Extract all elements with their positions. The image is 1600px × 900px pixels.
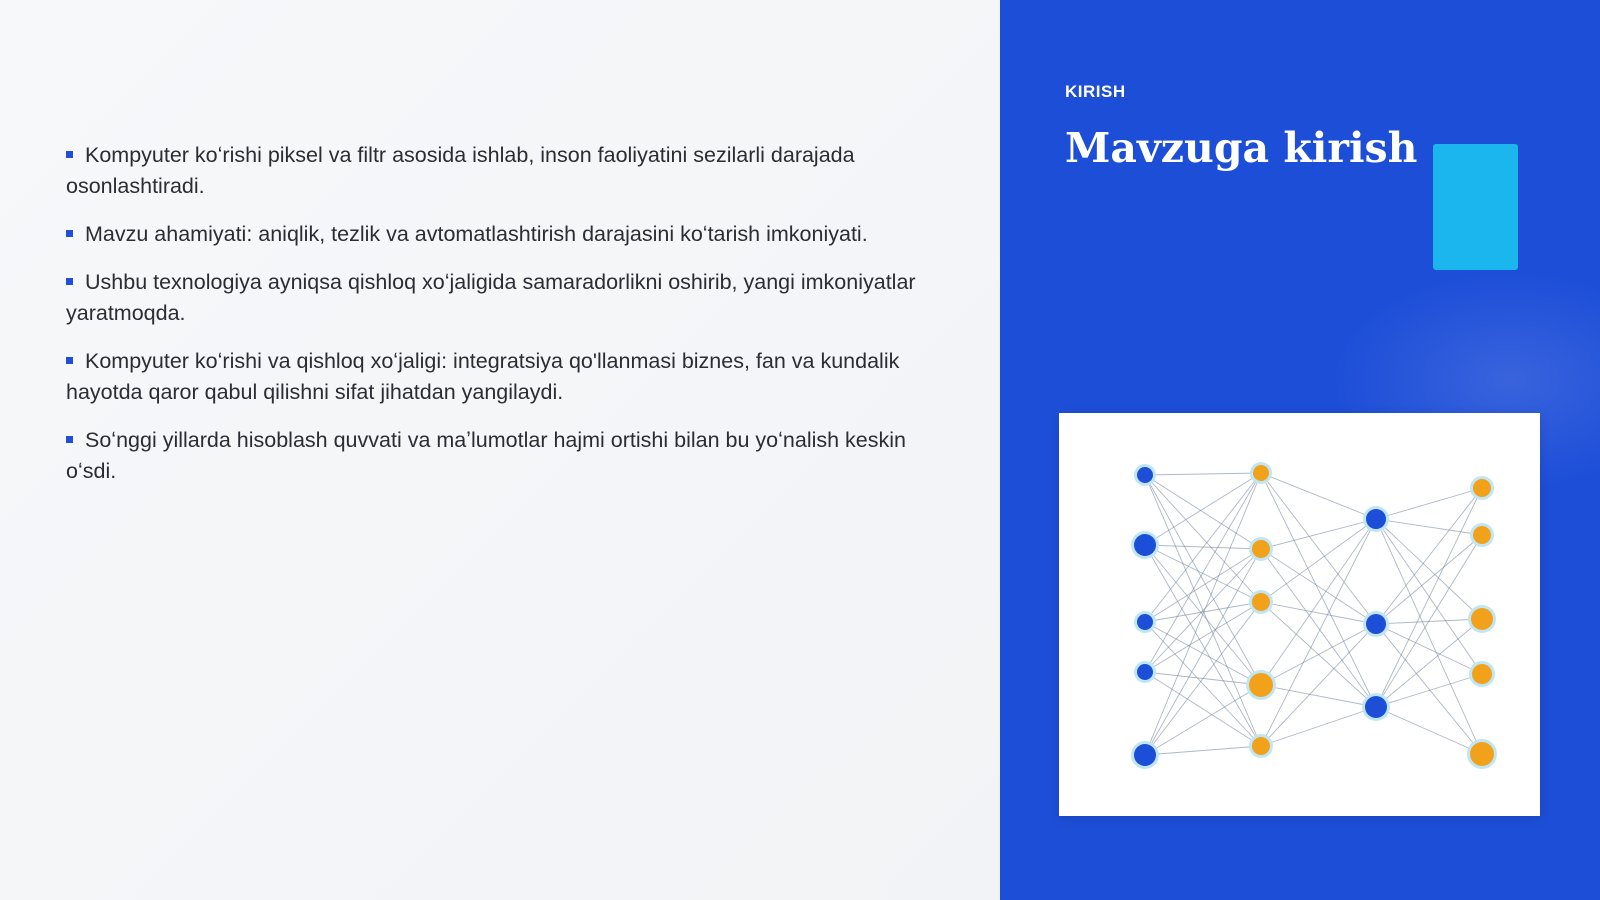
bullet-marker-icon [66, 357, 73, 364]
network-edge [1376, 619, 1482, 707]
network-edge [1145, 475, 1261, 602]
network-node [1472, 664, 1492, 684]
network-edge [1376, 624, 1482, 674]
network-edge [1145, 545, 1261, 746]
network-edge [1376, 624, 1482, 754]
network-node [1137, 614, 1153, 630]
slide-title: Mavzuga kirish [1065, 124, 1418, 172]
bullet-text: Kompyuter koʻrishi piksel va filtr asosida ishlab, inson faoliyatini sezilarli darajada osonlashtiradi. [66, 143, 855, 198]
network-edge [1376, 535, 1482, 707]
bullet-item [66, 140, 946, 202]
bullet-marker-icon [66, 151, 73, 158]
neural-network-diagram-icon [1059, 413, 1540, 816]
network-edge [1376, 488, 1482, 519]
network-edge [1145, 473, 1261, 545]
network-edge [1376, 519, 1482, 754]
network-edge [1145, 473, 1261, 672]
bullet-text: Soʻnggi yillarda hisoblash quvvati va maʼlumotlar hajmi ortishi bilan bu yoʻnalish keskin oʻsdi. [66, 428, 906, 483]
network-node [1137, 664, 1153, 680]
network-node [1134, 744, 1156, 766]
network-node [1365, 696, 1387, 718]
network-node [1252, 593, 1270, 611]
bullet-marker-icon [66, 436, 73, 443]
title-panel [1000, 0, 1600, 900]
bullet-item [66, 219, 946, 250]
network-edge [1145, 545, 1261, 602]
bullet-item [66, 425, 946, 487]
network-node [1137, 467, 1153, 483]
network-edge [1261, 519, 1376, 746]
bullet-marker-icon [66, 278, 73, 285]
accent-block [1433, 144, 1518, 270]
network-node [1252, 737, 1270, 755]
network-edge [1145, 685, 1261, 755]
network-edge [1376, 535, 1482, 624]
network-edge [1376, 674, 1482, 707]
network-node [1366, 614, 1386, 634]
network-edge [1261, 685, 1376, 707]
bullet-marker-icon [66, 230, 73, 237]
network-edge [1261, 549, 1376, 707]
section-label: KIRISH [1065, 82, 1126, 101]
network-edge [1145, 602, 1261, 672]
bullet-text: Ushbu texnologiya ayniqsa qishloq xoʻjaligida samaradorlikni oshirib, yangi imkoniyatlar yaratmoqda. [66, 270, 916, 325]
network-node [1249, 673, 1273, 697]
network-node [1252, 540, 1270, 558]
network-edge [1261, 624, 1376, 746]
network-node [1134, 534, 1156, 556]
bullet-item [66, 346, 946, 408]
network-edge [1145, 746, 1261, 755]
network-node [1366, 509, 1386, 529]
bullet-item [66, 267, 946, 329]
neural-network-image [1059, 413, 1540, 816]
bullet-list [66, 140, 946, 504]
bullet-text: Mavzu ahamiyati: aniqlik, tezlik va avtomatlashtirish darajasini koʻtarish imkoniyati. [85, 222, 868, 246]
network-node [1473, 479, 1491, 497]
network-edge [1376, 488, 1482, 707]
network-edge [1145, 622, 1261, 746]
network-edge [1145, 473, 1261, 622]
network-edge [1145, 602, 1261, 755]
network-node [1473, 526, 1491, 544]
bullet-text: Kompyuter koʻrishi va qishloq xoʻjaligi: integratsiya qo'llanmasi biznes, fan va kundalik hayotda qaror qabul qilishni sifat jihatdan yangilaydi. [66, 349, 900, 404]
network-edge [1376, 707, 1482, 754]
network-node [1471, 608, 1493, 630]
network-node [1253, 465, 1269, 481]
network-edge [1145, 473, 1261, 475]
network-node [1470, 742, 1494, 766]
